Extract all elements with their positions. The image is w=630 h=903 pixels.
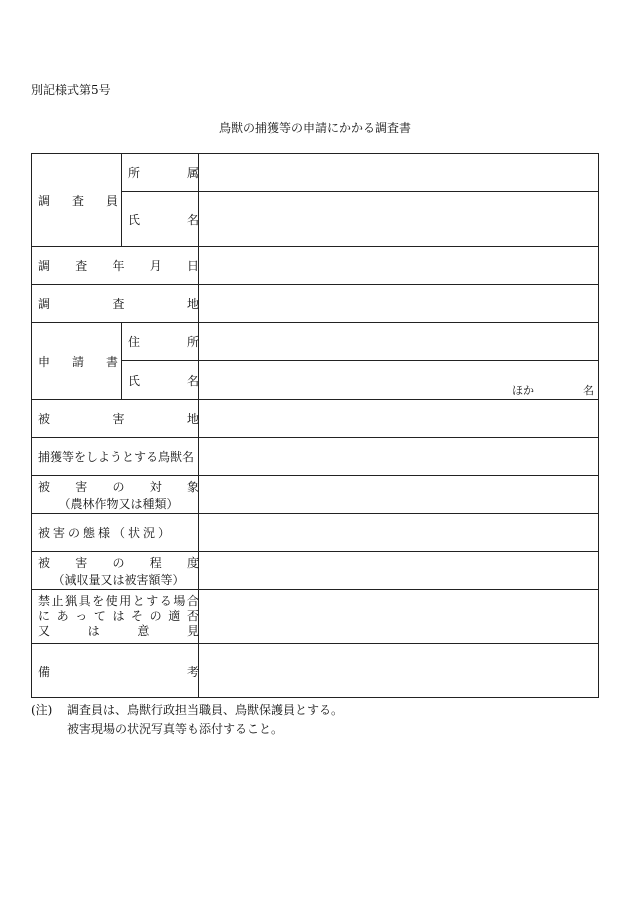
remarks-label — [38, 644, 199, 698]
survey-table — [31, 153, 599, 698]
target-species-label — [38, 438, 199, 475]
label-line — [38, 594, 199, 609]
affiliation-label — [128, 154, 199, 191]
char: 見 — [186, 624, 199, 638]
char: 用 — [119, 594, 132, 608]
document-title: 鳥獣の捕獲等の申請にかかる調査書 — [218, 121, 411, 135]
char: 害 — [112, 412, 125, 426]
char: の — [112, 479, 125, 494]
note-mark: (注) — [31, 703, 53, 717]
char: 属 — [186, 166, 199, 180]
column-divider — [121, 322, 122, 399]
char: に — [38, 609, 51, 623]
applicant-label — [38, 323, 118, 399]
char: 被 — [38, 555, 51, 570]
char: あ — [56, 609, 69, 623]
char: 又 — [38, 624, 51, 638]
damage-degree-label — [38, 552, 199, 589]
damage-target-label — [38, 476, 199, 513]
label-text: 捕獲等をしようとする鳥獣名 — [38, 450, 195, 464]
damage-site-label — [38, 400, 199, 437]
char: 被 — [38, 479, 51, 494]
char: 月 — [149, 259, 162, 273]
char: 使 — [105, 594, 118, 608]
char: 対 — [149, 479, 162, 494]
char: 適 — [168, 609, 181, 623]
char: 地 — [186, 297, 199, 311]
char: 員 — [105, 193, 118, 208]
survey-date-label — [38, 247, 199, 284]
char: を — [92, 594, 105, 608]
char: 日 — [186, 259, 199, 273]
char: 所 — [128, 166, 141, 180]
char: 住 — [128, 335, 141, 349]
applicant-address-label — [128, 323, 199, 360]
note-line-2: 被害現場の状況写真等も添付すること。 — [67, 722, 284, 736]
char: 調 — [38, 193, 51, 208]
form-number: 別記様式第5号 — [31, 83, 111, 97]
char: 請 — [71, 354, 84, 369]
char: 氏 — [128, 212, 141, 227]
char: 止 — [51, 594, 64, 608]
char: ほか — [512, 384, 534, 397]
label-text: （減収量又は被害額等） — [52, 572, 185, 587]
char: る — [159, 594, 172, 608]
char: 否 — [186, 609, 199, 623]
char: と — [132, 594, 145, 608]
note-line-1: 調査員は、鳥獣行政担当職員、鳥獣保護員とする。 — [67, 703, 344, 717]
char: の — [112, 555, 125, 570]
char: 害 — [75, 479, 88, 494]
char: 査 — [75, 259, 88, 273]
char: 査 — [112, 297, 125, 311]
label-text: 被害の態様（状況） — [38, 526, 174, 540]
char: そ — [131, 609, 144, 623]
investigator-name-label — [128, 192, 199, 246]
label-text: （農林作物又は種類） — [58, 496, 179, 511]
label-line — [38, 495, 199, 512]
label-line — [38, 571, 199, 588]
char: 場 — [173, 594, 186, 608]
char: の — [149, 609, 162, 623]
char: 氏 — [128, 373, 141, 388]
label-line — [38, 554, 199, 571]
char: 地 — [186, 412, 199, 426]
char: 害 — [75, 555, 88, 570]
char: 書 — [105, 354, 118, 369]
char: 名 — [583, 384, 594, 397]
char: 所 — [186, 335, 199, 349]
char: 調 — [38, 259, 51, 273]
char: 申 — [38, 354, 51, 369]
char: 合 — [186, 594, 199, 608]
column-divider — [121, 154, 122, 246]
char: は — [87, 624, 100, 638]
char: 度 — [186, 555, 199, 570]
label-line — [38, 478, 199, 495]
char: 考 — [186, 664, 199, 679]
damage-state-label — [38, 514, 199, 551]
char: 備 — [38, 664, 51, 679]
survey-place-label — [38, 285, 199, 322]
char: 被 — [38, 412, 51, 426]
char: 猟 — [65, 594, 78, 608]
char: 禁 — [38, 594, 51, 608]
char: て — [93, 609, 106, 623]
applicant-name-label — [128, 361, 199, 399]
char: 具 — [78, 594, 91, 608]
char: っ — [75, 609, 88, 623]
investigator-label — [38, 154, 118, 246]
char: 名 — [186, 373, 199, 388]
prohibited-tools-label — [38, 590, 199, 643]
label-line — [38, 609, 199, 624]
char: 意 — [137, 624, 150, 638]
char: 象 — [186, 479, 199, 494]
others-count-label — [512, 382, 594, 398]
char: 査 — [71, 193, 84, 208]
char: 調 — [38, 297, 51, 311]
char: 名 — [186, 212, 199, 227]
char: は — [112, 609, 125, 623]
char: す — [146, 594, 159, 608]
label-line — [38, 624, 199, 639]
char: 程 — [149, 555, 162, 570]
char: 年 — [112, 259, 125, 273]
